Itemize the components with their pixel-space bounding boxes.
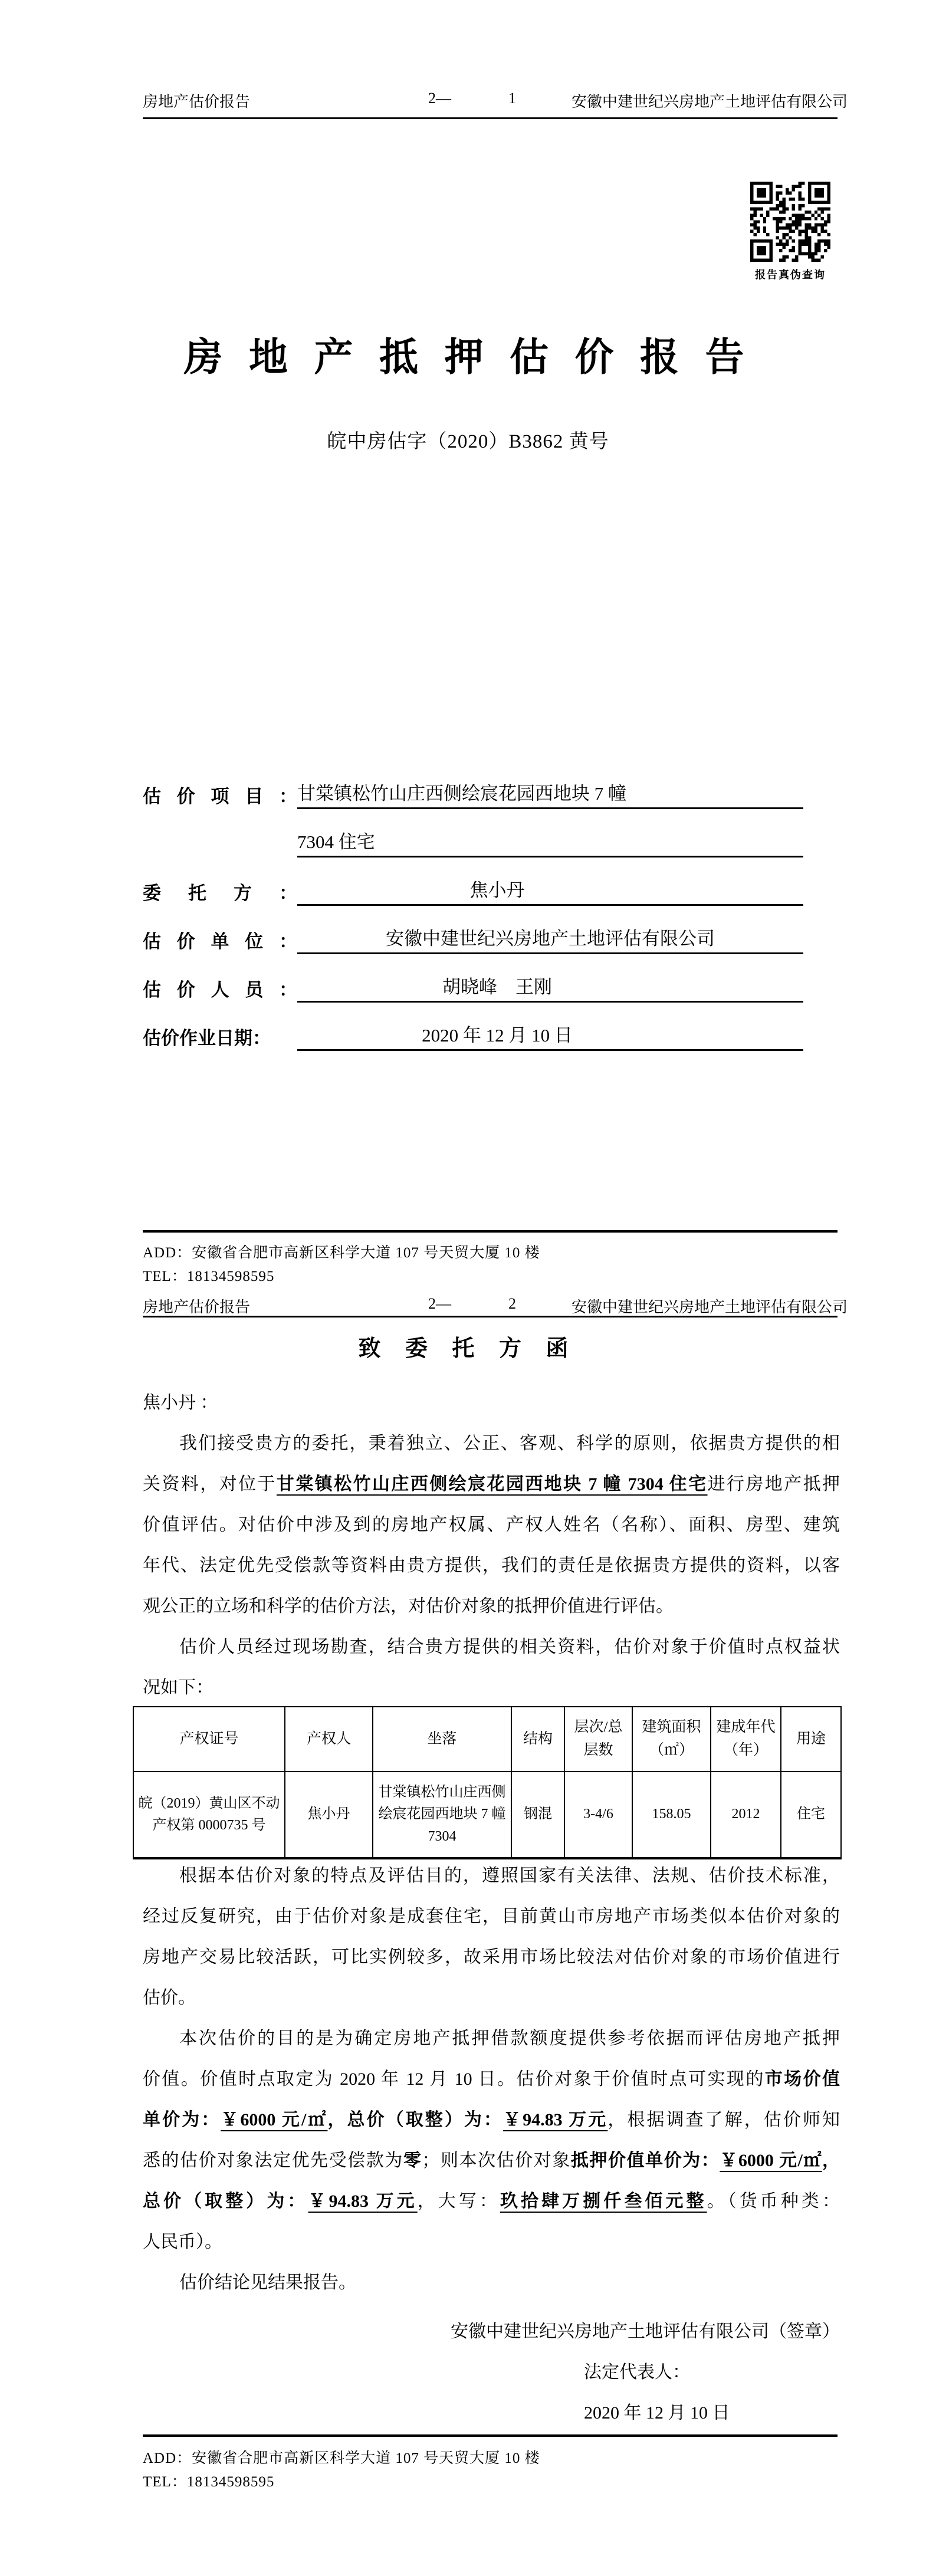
- tel-label: TEL：: [143, 1269, 187, 1284]
- letter-title: 致 委 托 方 函: [358, 1336, 578, 1361]
- body-bottom-line-9: [143, 2222, 840, 2262]
- body-bottom-line-6: [143, 2099, 840, 2140]
- body-text: 估价人员经过现场勘查，结合贵方提供的相关资料，估价对象于价值时点权益状: [179, 1637, 840, 1657]
- page2-footer-rule: [143, 2434, 838, 2437]
- body-bottom-line-13: [143, 2393, 840, 2433]
- table-header-cell: 坐落: [373, 1707, 511, 1772]
- table-cell: 皖（2019）黄山区不动产权第 0000735 号: [133, 1772, 285, 1858]
- form-value: 2020 年 12 月 10 日: [297, 1020, 803, 1051]
- body-text: 估价。: [143, 1988, 196, 2007]
- add-label: ADD：: [143, 1245, 192, 1261]
- cover-form: [143, 761, 803, 1051]
- body-top-line-5: [143, 1586, 840, 1627]
- body-bottom-line-3: [143, 1977, 840, 2018]
- add-value: 安徽省合肥市高新区科学大道 107 号天贸大厦 10 楼: [192, 2450, 540, 2466]
- body-text: 况如下：: [143, 1678, 214, 1697]
- qr-caption: 报告真伪查询: [755, 269, 826, 281]
- body-text: 我们接受贵方的委托，秉着独立、公正、客观、科学的原则，依据贵方提供的相: [179, 1434, 840, 1453]
- rights-table-wrap: [133, 1706, 842, 1859]
- page1-header-page-number: 1: [508, 90, 516, 107]
- table-cell: 钢混: [511, 1772, 564, 1858]
- emphasized-text: ，: [822, 2151, 840, 2170]
- page2-header-title: 房地产估价报告: [143, 1299, 251, 1316]
- body-text: 价值。价值时点取定为 2020 年 12 月 10 日。估价对象于价值时点可实现的: [143, 2069, 765, 2089]
- body-text: 关资料，对位于: [143, 1474, 277, 1494]
- emphasized-text: 甘棠镇松竹山庄西侧绘宸花园西地块 7 幢 7304 住宅: [276, 1474, 708, 1494]
- emphasized-text: ，: [327, 2110, 347, 2130]
- form-row-3: [143, 906, 803, 954]
- table-cell: 2012: [711, 1772, 781, 1858]
- emphasized-text: 总价（取整）为：: [347, 2110, 504, 2130]
- body-top-line-4: [143, 1545, 840, 1586]
- body-text: 悉的估价对象法定优先受偿款为: [143, 2151, 403, 2170]
- table-header-cell: 用途: [781, 1707, 841, 1772]
- form-label: 估 价 单 位 ：: [143, 931, 297, 952]
- body-text: 法定代表人：: [584, 2363, 690, 2382]
- add-label: ADD：: [143, 2450, 192, 2466]
- table-header-cell: 建成年代（年）: [711, 1707, 781, 1772]
- emphasized-text: 抵押价值单价为：: [570, 2151, 720, 2170]
- body-top-line-0: [143, 1382, 840, 1423]
- qr-code: [750, 182, 830, 262]
- table-header-cell: 结构: [511, 1707, 564, 1772]
- body-top-line-1: [143, 1423, 840, 1464]
- body-text: 房地产交易比较活跃，可比实例较多，故采用市场比较法对估价对象的市场价值进行: [143, 1947, 840, 1967]
- form-row-5: [143, 1003, 803, 1051]
- form-label: 估 价 项 目 ：: [143, 786, 297, 807]
- page1-footer-rule: [143, 1230, 838, 1233]
- letter-body-bottom: [143, 1855, 840, 2433]
- page1-footer-tel: [143, 1264, 274, 1286]
- form-row-4: [143, 954, 803, 1003]
- body-top-line-2: [143, 1464, 840, 1504]
- body-text: ，根据调查了解，估价师知: [607, 2110, 840, 2130]
- form-value: 甘棠镇松竹山庄西侧绘宸花园西地块 7 幢: [297, 778, 803, 809]
- emphasized-text: ￥94.83 万元: [308, 2191, 418, 2211]
- table-cell: 焦小丹: [285, 1772, 373, 1858]
- table-row: [133, 1772, 841, 1858]
- body-text: 人民币）。: [143, 2232, 222, 2252]
- emphasized-text: 零: [403, 2151, 422, 2170]
- emphasized-text: 总价（取整）为：: [143, 2191, 308, 2211]
- form-label: 估价作业日期：: [143, 1028, 271, 1049]
- report-doc-number: 皖中房估字（2020）B3862 黄号: [327, 431, 609, 452]
- page1-header-page-prefix: 2—: [428, 90, 451, 107]
- page2-footer-tel: [143, 2470, 274, 2491]
- body-text: 观公正的立场和科学的估价方法，对估价对象的抵押价值进行评估。: [143, 1596, 674, 1616]
- emphasized-text: 玖拾肆万捌仟叁佰元整: [500, 2191, 707, 2211]
- table-cell: 住宅: [781, 1772, 841, 1858]
- body-text: 年代、法定优先受偿款等资料由贵方提供，我们的责任是依据贵方提供的资料，以客: [143, 1556, 840, 1575]
- body-text: 。（货币种类：: [707, 2191, 840, 2211]
- body-bottom-line-12: [143, 2352, 840, 2393]
- form-label: 估 价 人 员 ：: [143, 980, 297, 1000]
- page2-footer-address: [143, 2446, 540, 2467]
- body-text: 经过反复研究，由于估价对象是成套住宅，目前黄山市房地产市场类似本估价对象的: [143, 1907, 840, 1926]
- table-cell: 3-4/6: [564, 1772, 632, 1858]
- table-header-cell: 产权证号: [133, 1707, 285, 1772]
- emphasized-text: 市场价值: [764, 2069, 840, 2089]
- body-bottom-line-4: [143, 2018, 840, 2059]
- body-bottom-line-11: [143, 2311, 840, 2352]
- table-cell: 158.05: [632, 1772, 711, 1858]
- tel-label: TEL：: [143, 2474, 187, 2490]
- emphasized-text: ￥6000 元/㎡: [720, 2151, 823, 2170]
- tel-value: 18134598595: [186, 2474, 275, 2490]
- page1-header-title: 房地产估价报告: [143, 93, 251, 110]
- form-value: 安徽中建世纪兴房地产土地评估有限公司: [297, 924, 803, 954]
- page1-header-company: 安徽中建世纪兴房地产土地评估有限公司: [571, 93, 848, 110]
- table-header-cell: 层次/总层数: [564, 1707, 632, 1772]
- body-text: 2020 年 12 月 10 日: [584, 2403, 730, 2423]
- page2-header-page-number: 2: [508, 1295, 516, 1312]
- body-text: 安徽中建世纪兴房地产土地评估有限公司（签章）: [451, 2322, 840, 2341]
- form-row-1: [143, 809, 803, 857]
- page2-header-page-prefix: 2—: [428, 1295, 451, 1312]
- body-text: ，大写：: [417, 2191, 500, 2211]
- body-text: 本次估价的目的是为确定房地产抵押借款额度提供参考依据而评估房地产抵押: [179, 2029, 840, 2048]
- body-bottom-line-8: [143, 2181, 840, 2222]
- table-header-cell: 产权人: [285, 1707, 373, 1772]
- page2-header-company: 安徽中建世纪兴房地产土地评估有限公司: [571, 1299, 848, 1316]
- body-bottom-line-1: [143, 1896, 840, 1937]
- page1-header-rule: [143, 117, 838, 119]
- form-label: 委 托 方 ：: [143, 883, 297, 903]
- body-top-line-3: [143, 1504, 840, 1545]
- form-row-2: [143, 857, 803, 906]
- table-header-row: [133, 1707, 841, 1772]
- page1-footer-address: [143, 1241, 540, 1262]
- body-text: 价值评估。对估价中涉及到的房地产权属、产权人姓名（名称）、面积、房型、建筑: [143, 1515, 840, 1535]
- page2-header-rule: [143, 1316, 838, 1317]
- body-bottom-line-0: [143, 1855, 840, 1896]
- body-bottom-line-7: [143, 2140, 840, 2181]
- body-text: 估价结论见结果报告。: [179, 2273, 356, 2292]
- form-value: 焦小丹: [297, 875, 803, 906]
- report-main-title: 房 地 产 抵 押 估 价 报 告: [183, 336, 753, 379]
- body-text: 焦小丹 ：: [143, 1393, 218, 1412]
- body-bottom-line-2: [143, 1937, 840, 1977]
- body-bottom-line-5: [143, 2059, 840, 2099]
- letter-body-top: [143, 1382, 840, 1708]
- emphasized-text: ￥94.83 万元: [503, 2110, 608, 2130]
- add-value: 安徽省合肥市高新区科学大道 107 号天贸大厦 10 楼: [192, 1245, 540, 1261]
- rights-table: [133, 1706, 842, 1859]
- body-top-line-7: [143, 1667, 840, 1708]
- body-text: ；则本次估价对象: [422, 2151, 571, 2170]
- table-header-cell: 建筑面积（㎡）: [632, 1707, 711, 1772]
- tel-value: 18134598595: [186, 1269, 275, 1284]
- emphasized-text: 单价为：: [143, 2110, 221, 2130]
- emphasized-text: ￥6000 元/㎡: [221, 2110, 328, 2130]
- form-value: 7304 住宅: [297, 827, 803, 857]
- body-text: 根据本估价对象的特点及评估目的，遵照国家有关法律、法规、估价技术标准，: [179, 1866, 840, 1885]
- body-bottom-line-10: [143, 2262, 840, 2303]
- body-text: 进行房地产抵押: [707, 1474, 840, 1494]
- form-row-0: [143, 761, 803, 809]
- table-cell: 甘棠镇松竹山庄西侧绘宸花园西地块 7 幢 7304: [373, 1772, 511, 1858]
- form-value: 胡晓峰 王刚: [297, 972, 803, 1003]
- body-top-line-6: [143, 1627, 840, 1667]
